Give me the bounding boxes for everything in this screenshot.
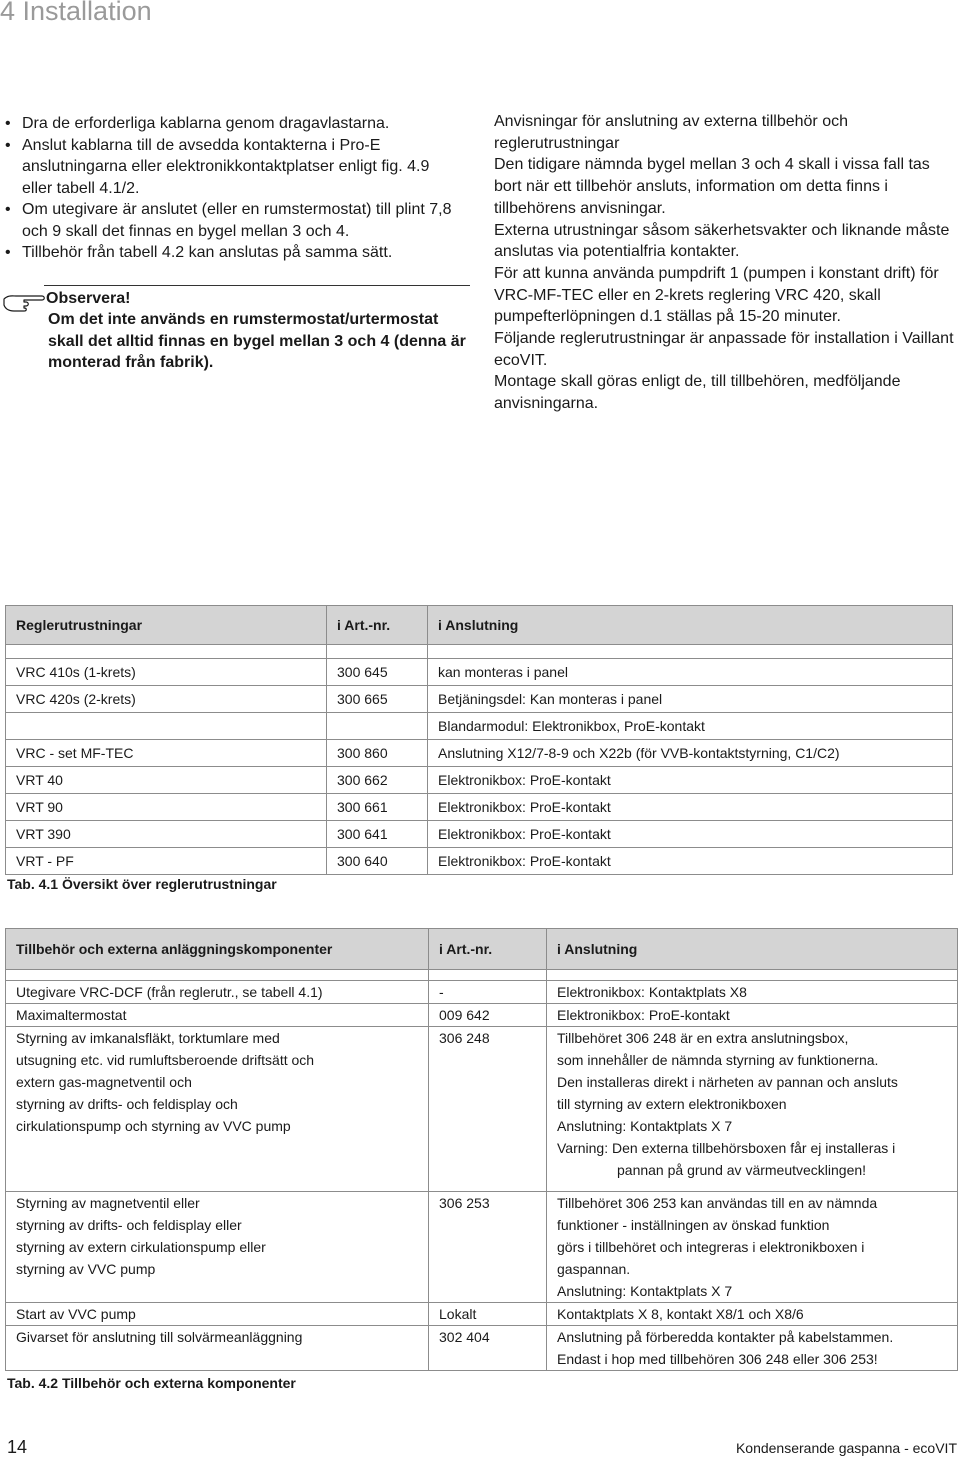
cell-line: som innehåller de nämnda styrning av funktionerna. — [557, 1052, 879, 1068]
table-row — [6, 821, 953, 848]
column-header: Reglerutrustningar — [6, 606, 327, 645]
instruction-item: • Dra de erforderliga kablarna genom dragavlastarna. — [0, 113, 460, 135]
cell-line: - — [439, 984, 444, 1000]
table-cell: 300 662 — [327, 767, 428, 794]
table-cell — [429, 981, 547, 1004]
table-cell — [6, 713, 327, 740]
table-cell — [6, 1326, 429, 1371]
table-cell: Elektronikbox: ProE-kontakt — [428, 794, 953, 821]
table-cell — [547, 1192, 958, 1303]
cell-line: till styrning av extern elektronikboxen — [557, 1096, 787, 1112]
cell-line: Anslutning: Kontaktplats X 7 — [557, 1118, 733, 1134]
table-cell — [6, 1004, 429, 1027]
cell-line: pannan på grund av värmeutvecklingen! — [617, 1162, 867, 1178]
table-cell: VRC 420s (2-krets) — [6, 686, 327, 713]
cell-line: Styrning av magnetventil eller — [16, 1195, 200, 1211]
table-cell — [547, 1326, 958, 1371]
cell-line: Anslutning: Kontaktplats X 7 — [557, 1283, 733, 1299]
table-row — [6, 740, 953, 767]
cell-line: Styrning av imkanalsfläkt, torktumlare med — [16, 1030, 280, 1046]
cell-line: Den installeras direkt i närheten av pannan och ansluts — [557, 1074, 898, 1090]
table-cell: 300 860 — [327, 740, 428, 767]
table-cell — [6, 1303, 429, 1326]
table-cell — [547, 981, 958, 1004]
control-equipment-table — [5, 605, 953, 875]
table-row — [6, 1326, 958, 1371]
cell-line: 009 642 — [439, 1007, 490, 1023]
table-cell: VRC - set MF-TEC — [6, 740, 327, 767]
table-caption: Tab. 4.1 Översikt över reglerutrustningar — [7, 876, 277, 892]
instruction-item: • Om utegivare är anslutet (eller en rumstermostat) till plint 7,8 och 9 skall det finnas en bygel mellan 3 och 4. — [0, 199, 460, 242]
table-cell: VRT 40 — [6, 767, 327, 794]
table-cell — [429, 1326, 547, 1371]
cell-line: Elektronikbox: ProE-kontakt — [557, 1007, 730, 1023]
cell-line: görs i tillbehöret och integreras i elektronikboxen i — [557, 1239, 865, 1255]
table-row — [6, 1192, 958, 1303]
column-header: i Anslutning — [547, 929, 958, 970]
table-row — [6, 713, 953, 740]
cell-line: Start av VVC pump — [16, 1306, 136, 1322]
paragraph: Den tidigare nämnda bygel mellan 3 och 4 skall i vissa fall tas bort när ett tillbehör ansluts, information om detta finns i tillbehörens anvisningar. — [494, 156, 930, 217]
table-cell: 300 665 — [327, 686, 428, 713]
table-cell: 300 641 — [327, 821, 428, 848]
cell-line: styrning av extern cirkulationspump eller — [16, 1239, 266, 1255]
table-row — [6, 1004, 958, 1027]
column-header: i Anslutning — [428, 606, 953, 645]
cell-line: Tillbehöret 306 253 kan användas till en av nämnda — [557, 1195, 878, 1211]
footer-product-name: Kondenserande gaspanna - ecoVIT — [735, 1440, 957, 1456]
column-header: Tillbehör och externa anläggningskomponenter — [6, 929, 429, 970]
table-row — [6, 767, 953, 794]
table-cell: 300 645 — [327, 659, 428, 686]
cell-line: extern gas-magnetventil och — [16, 1074, 192, 1090]
paragraph: Externa utrustningar såsom säkerhetsvakter och liknande måste anslutas via potentialfria kontakter. — [494, 221, 950, 261]
table-row — [6, 1303, 958, 1326]
table-cell: Elektronikbox: ProE-kontakt — [428, 848, 953, 875]
table-cell: VRT - PF — [6, 848, 327, 875]
cell-line: utsugning etc. vid rumluftsberoende driftsätt och — [16, 1052, 315, 1068]
connection-instructions — [494, 111, 954, 415]
cell-line: Maximaltermostat — [16, 1007, 127, 1023]
cell-line: Anslutning på förberedda kontakter på kabelstammen. — [557, 1329, 894, 1345]
table-header-row — [6, 929, 958, 970]
table-cell: VRT 390 — [6, 821, 327, 848]
table-cell: Blandarmodul: Elektronikbox, ProE-kontakt — [428, 713, 953, 740]
cell-line: cirkulationspump och styrning av VVC pump — [16, 1118, 291, 1134]
table-cell: kan monteras i panel — [428, 659, 953, 686]
page-number: 14 — [7, 1437, 28, 1457]
cell-line: Kontaktplats X 8, kontakt X8/1 och X8/6 — [557, 1306, 804, 1322]
cell-line: styrning av VVC pump — [16, 1261, 156, 1277]
table-cell: Anslutning X12/7-8-9 och X22b (för VVB-kontaktstyrning, C1/C2) — [428, 740, 953, 767]
paragraph: Följande reglerutrustningar är anpassade för installation i Vaillant ecoVIT. — [494, 330, 954, 369]
table-row — [6, 686, 953, 713]
table-cell — [6, 1192, 429, 1303]
chapter-heading: 4 Installation — [0, 0, 152, 26]
table-cell — [547, 1303, 958, 1326]
table-cell: Elektronikbox: ProE-kontakt — [428, 821, 953, 848]
cell-line: Endast i hop med tillbehören 306 248 eller 306 253! — [557, 1351, 878, 1367]
table-cell: VRC 410s (1-krets) — [6, 659, 327, 686]
table-row — [6, 659, 953, 686]
paragraph: För att kunna använda pumpdrift 1 (pumpen i konstant drift) för VRC-MF-TEC eller en 2-krets reglering VRC 420, skall pumpefterlöpningen d.1 ställas på 15-20 minuter. — [494, 264, 939, 326]
cell-line: Varning: Den externa tillbehörsboxen får ej installeras i — [557, 1140, 896, 1156]
table-cell: Betjäningsdel: Kan monteras i panel — [428, 686, 953, 713]
instruction-item: • Anslut kablarna till de avsedda kontakterna i Pro-E anslutningarna eller elektronikkontaktplatser enligt fig. 4.9 eller tabell 4.1/2. — [0, 135, 460, 200]
cell-line: styrning av drifts- och feldisplay och — [16, 1096, 238, 1112]
table-cell: VRT 90 — [6, 794, 327, 821]
table-cell — [429, 1192, 547, 1303]
cell-line: 302 404 — [439, 1329, 490, 1345]
cell-line: Tillbehöret 306 248 är en extra anslutningsbox, — [557, 1030, 849, 1046]
table-cell — [429, 1303, 547, 1326]
instructions-heading: Anvisningar för anslutning av externa tillbehör och reglerutrustningar — [494, 113, 848, 152]
cell-line: 306 253 — [439, 1195, 490, 1211]
table-row — [6, 981, 958, 1004]
table-cell — [429, 1027, 547, 1192]
table-header-row — [6, 606, 953, 645]
paragraph: Montage skall göras enligt de, till tillbehören, medföljande anvisningarna. — [494, 373, 901, 413]
table-cell — [429, 1004, 547, 1027]
table-cell: 300 640 — [327, 848, 428, 875]
cell-line: 306 248 — [439, 1030, 490, 1046]
table-caption: Tab. 4.2 Tillbehör och externa komponenter — [7, 1375, 296, 1391]
cell-line: Givarset för anslutning till solvärmeanläggning — [16, 1329, 303, 1345]
table-cell — [547, 1004, 958, 1027]
column-header: i Art.-nr. — [429, 929, 547, 970]
cell-line: Elektronikbox: Kontaktplats X8 — [557, 984, 747, 1000]
table-row — [6, 848, 953, 875]
table-row — [6, 1027, 958, 1192]
cell-line: styrning av drifts- och feldisplay eller — [16, 1217, 242, 1233]
table-cell: Elektronikbox: ProE-kontakt — [428, 767, 953, 794]
note-body: Om det inte används en rumstermostat/urtermostat skall det alltid finnas en bygel mellan 3 och 4 (denna är monterad från fabrik). — [48, 311, 466, 371]
column-header: i Art.-nr. — [327, 606, 428, 645]
cell-line: Utegivare VRC-DCF (från reglerutr., se tabell 4.1) — [16, 984, 323, 1000]
table-cell — [6, 981, 429, 1004]
table-cell — [6, 1027, 429, 1192]
table-cell — [547, 1027, 958, 1192]
cell-line: gaspannan. — [557, 1261, 631, 1277]
cell-line: funktioner - inställningen av önskad funktion — [557, 1217, 830, 1233]
note-divider — [44, 285, 470, 286]
cell-line: Lokalt — [439, 1306, 477, 1322]
table-row — [6, 794, 953, 821]
table-cell — [327, 713, 428, 740]
accessories-table — [5, 928, 958, 1371]
spacer-row — [6, 970, 958, 981]
spacer-row — [6, 645, 953, 659]
instruction-list — [0, 113, 460, 264]
note-title: Observera! — [46, 290, 131, 307]
instruction-item: • Tillbehör från tabell 4.2 kan anslutas på samma sätt. — [0, 242, 460, 264]
table-cell: 300 661 — [327, 794, 428, 821]
pointing-hand-icon — [2, 287, 46, 313]
